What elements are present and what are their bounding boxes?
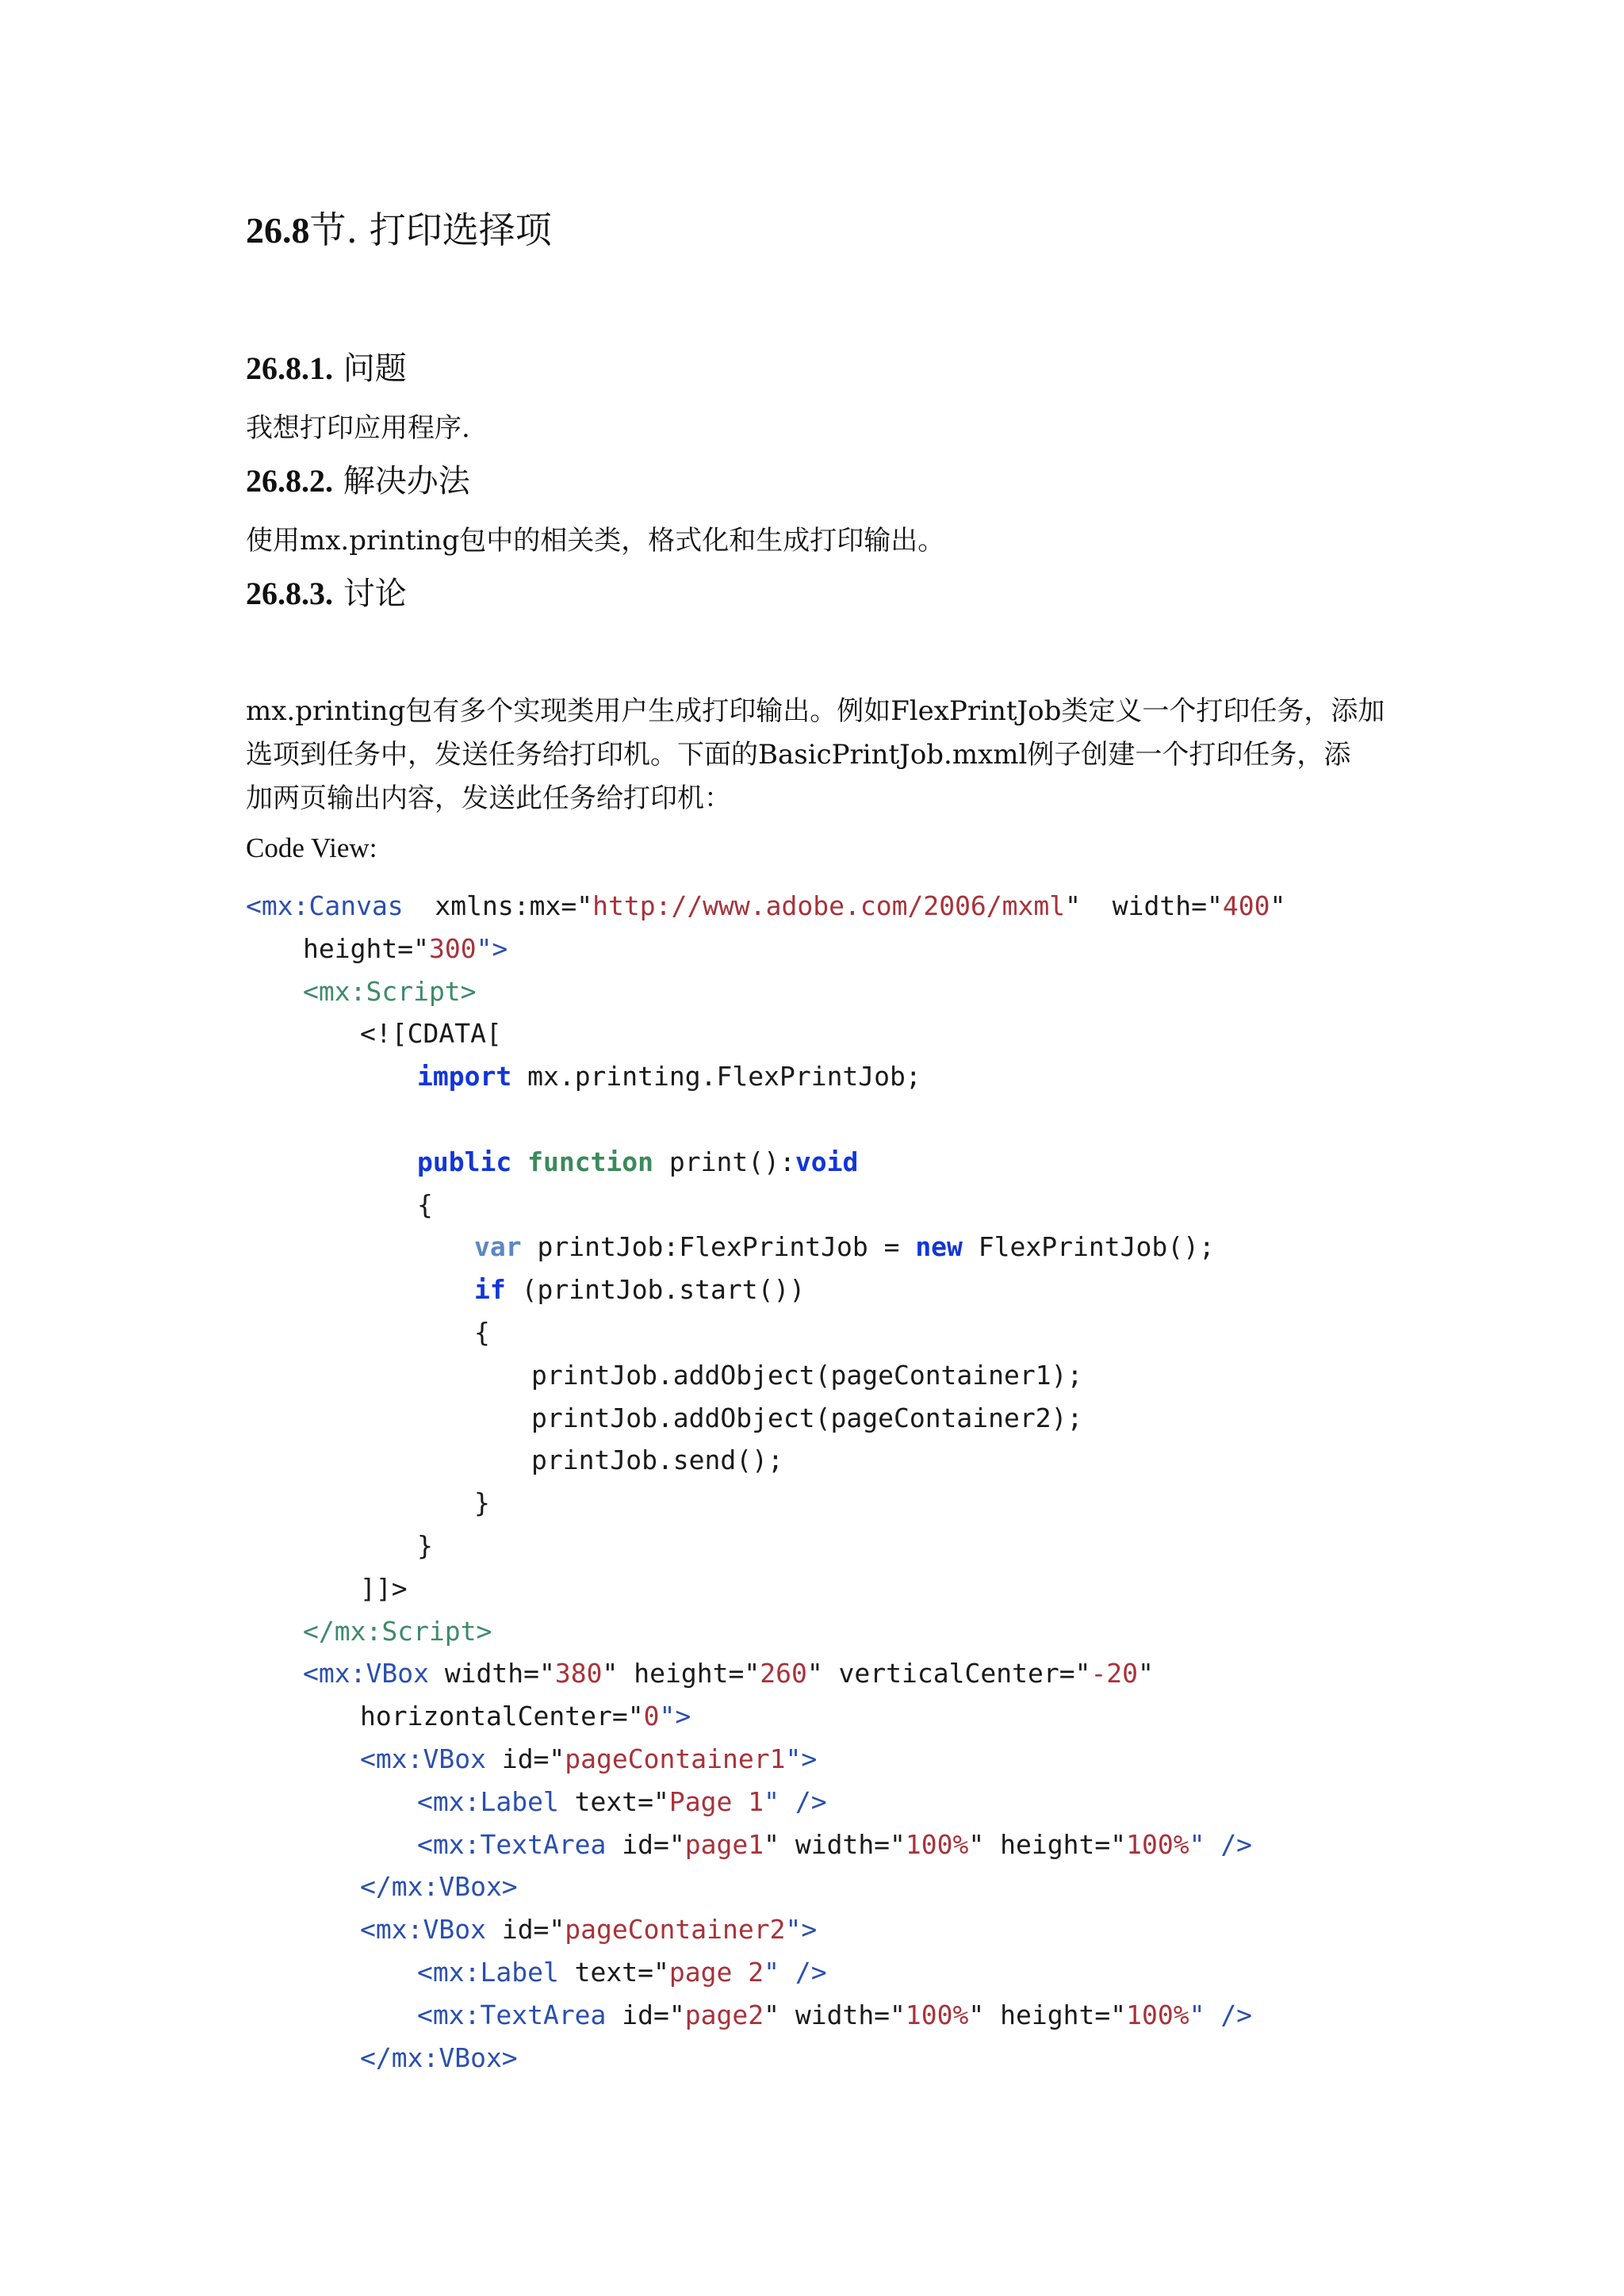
code-line: <mx:TextArea id="page1" width="100%" height="100%" />: [417, 1828, 1253, 1860]
code-line: printJob.send();: [531, 1445, 783, 1476]
code-line: <mx:Canvas xmlns:mx="http://www.adobe.com/2006/mxml" width="400": [246, 890, 1286, 921]
code-line: <mx:VBox width="380" height="260" verticalCenter="-20": [303, 1658, 1154, 1689]
code-line: <mx:Script>: [303, 975, 477, 1007]
discussion-line: mx.printing包有多个实现类用户生成打印输出。例如FlexPrintJob类定义一个打印任务，添加: [246, 695, 1385, 727]
solution-title: 解决办法: [343, 463, 470, 499]
code-line: public function print():void: [417, 1146, 859, 1177]
code-line: <mx:VBox id="pageContainer2">: [360, 1914, 818, 1946]
code-line: </mx:VBox>: [360, 2042, 518, 2073]
code-line: </mx:Script>: [303, 1615, 492, 1647]
code-line: printJob.addObject(pageContainer2);: [531, 1402, 1083, 1433]
section-heading: [246, 208, 552, 254]
discussion-title: 讨论: [343, 576, 407, 612]
code-line: <![CDATA[: [360, 1018, 502, 1050]
code-line: <mx:Label text="page 2" />: [417, 1956, 827, 1988]
discussion-number: 26.8.3.: [246, 576, 333, 611]
code-line: }: [417, 1529, 433, 1561]
code-line: var printJob:FlexPrintJob = new FlexPrintJob();: [474, 1231, 1215, 1263]
code-line: printJob.addObject(pageContainer1);: [531, 1359, 1083, 1391]
code-line: <mx:TextArea id="page2" width="100%" height="100%" />: [417, 1999, 1253, 2030]
problem-heading: [246, 349, 407, 388]
section-suffix: 节.: [309, 209, 358, 251]
code-line: </mx:VBox>: [360, 1871, 518, 1903]
code-view-label: Code View:: [246, 832, 377, 863]
code-line: <mx:Label text="Page 1" />: [417, 1785, 827, 1817]
code-line: <mx:VBox id="pageContainer1">: [360, 1743, 818, 1774]
section-title: 打印选择项: [369, 209, 552, 251]
discussion-line: 加两页输出内容，发送此任务给打印机：: [246, 783, 731, 814]
discussion-heading: [246, 574, 407, 614]
code-line: if (printJob.start()): [474, 1274, 806, 1306]
code-line: }: [474, 1487, 490, 1519]
code-line: {: [417, 1188, 433, 1220]
solution-text: 使用mx.printing包中的相关类，格式化和生成打印输出。: [246, 525, 945, 557]
solution-heading: [246, 461, 470, 501]
section-number: 26.8: [246, 210, 310, 251]
problem-title: 问题: [343, 350, 407, 387]
discussion-paragraph: [246, 690, 1388, 821]
code-line: ]]>: [360, 1572, 408, 1604]
code-line: {: [474, 1316, 490, 1348]
solution-number: 26.8.2.: [246, 463, 333, 499]
problem-text: 我想打印应用程序.: [246, 412, 470, 444]
code-line: import mx.printing.FlexPrintJob;: [417, 1061, 921, 1093]
discussion-line: 选项到任务中，发送任务给打印机。下面的BasicPrintJob.mxml例子创建一个打印任务，添: [246, 739, 1351, 771]
code-line: horizontalCenter="0">: [360, 1701, 691, 1732]
code-block: [246, 885, 1388, 2079]
code-line: height="300">: [303, 932, 508, 964]
problem-number: 26.8.1.: [246, 350, 333, 386]
code-line-blank: [246, 1098, 1388, 1141]
